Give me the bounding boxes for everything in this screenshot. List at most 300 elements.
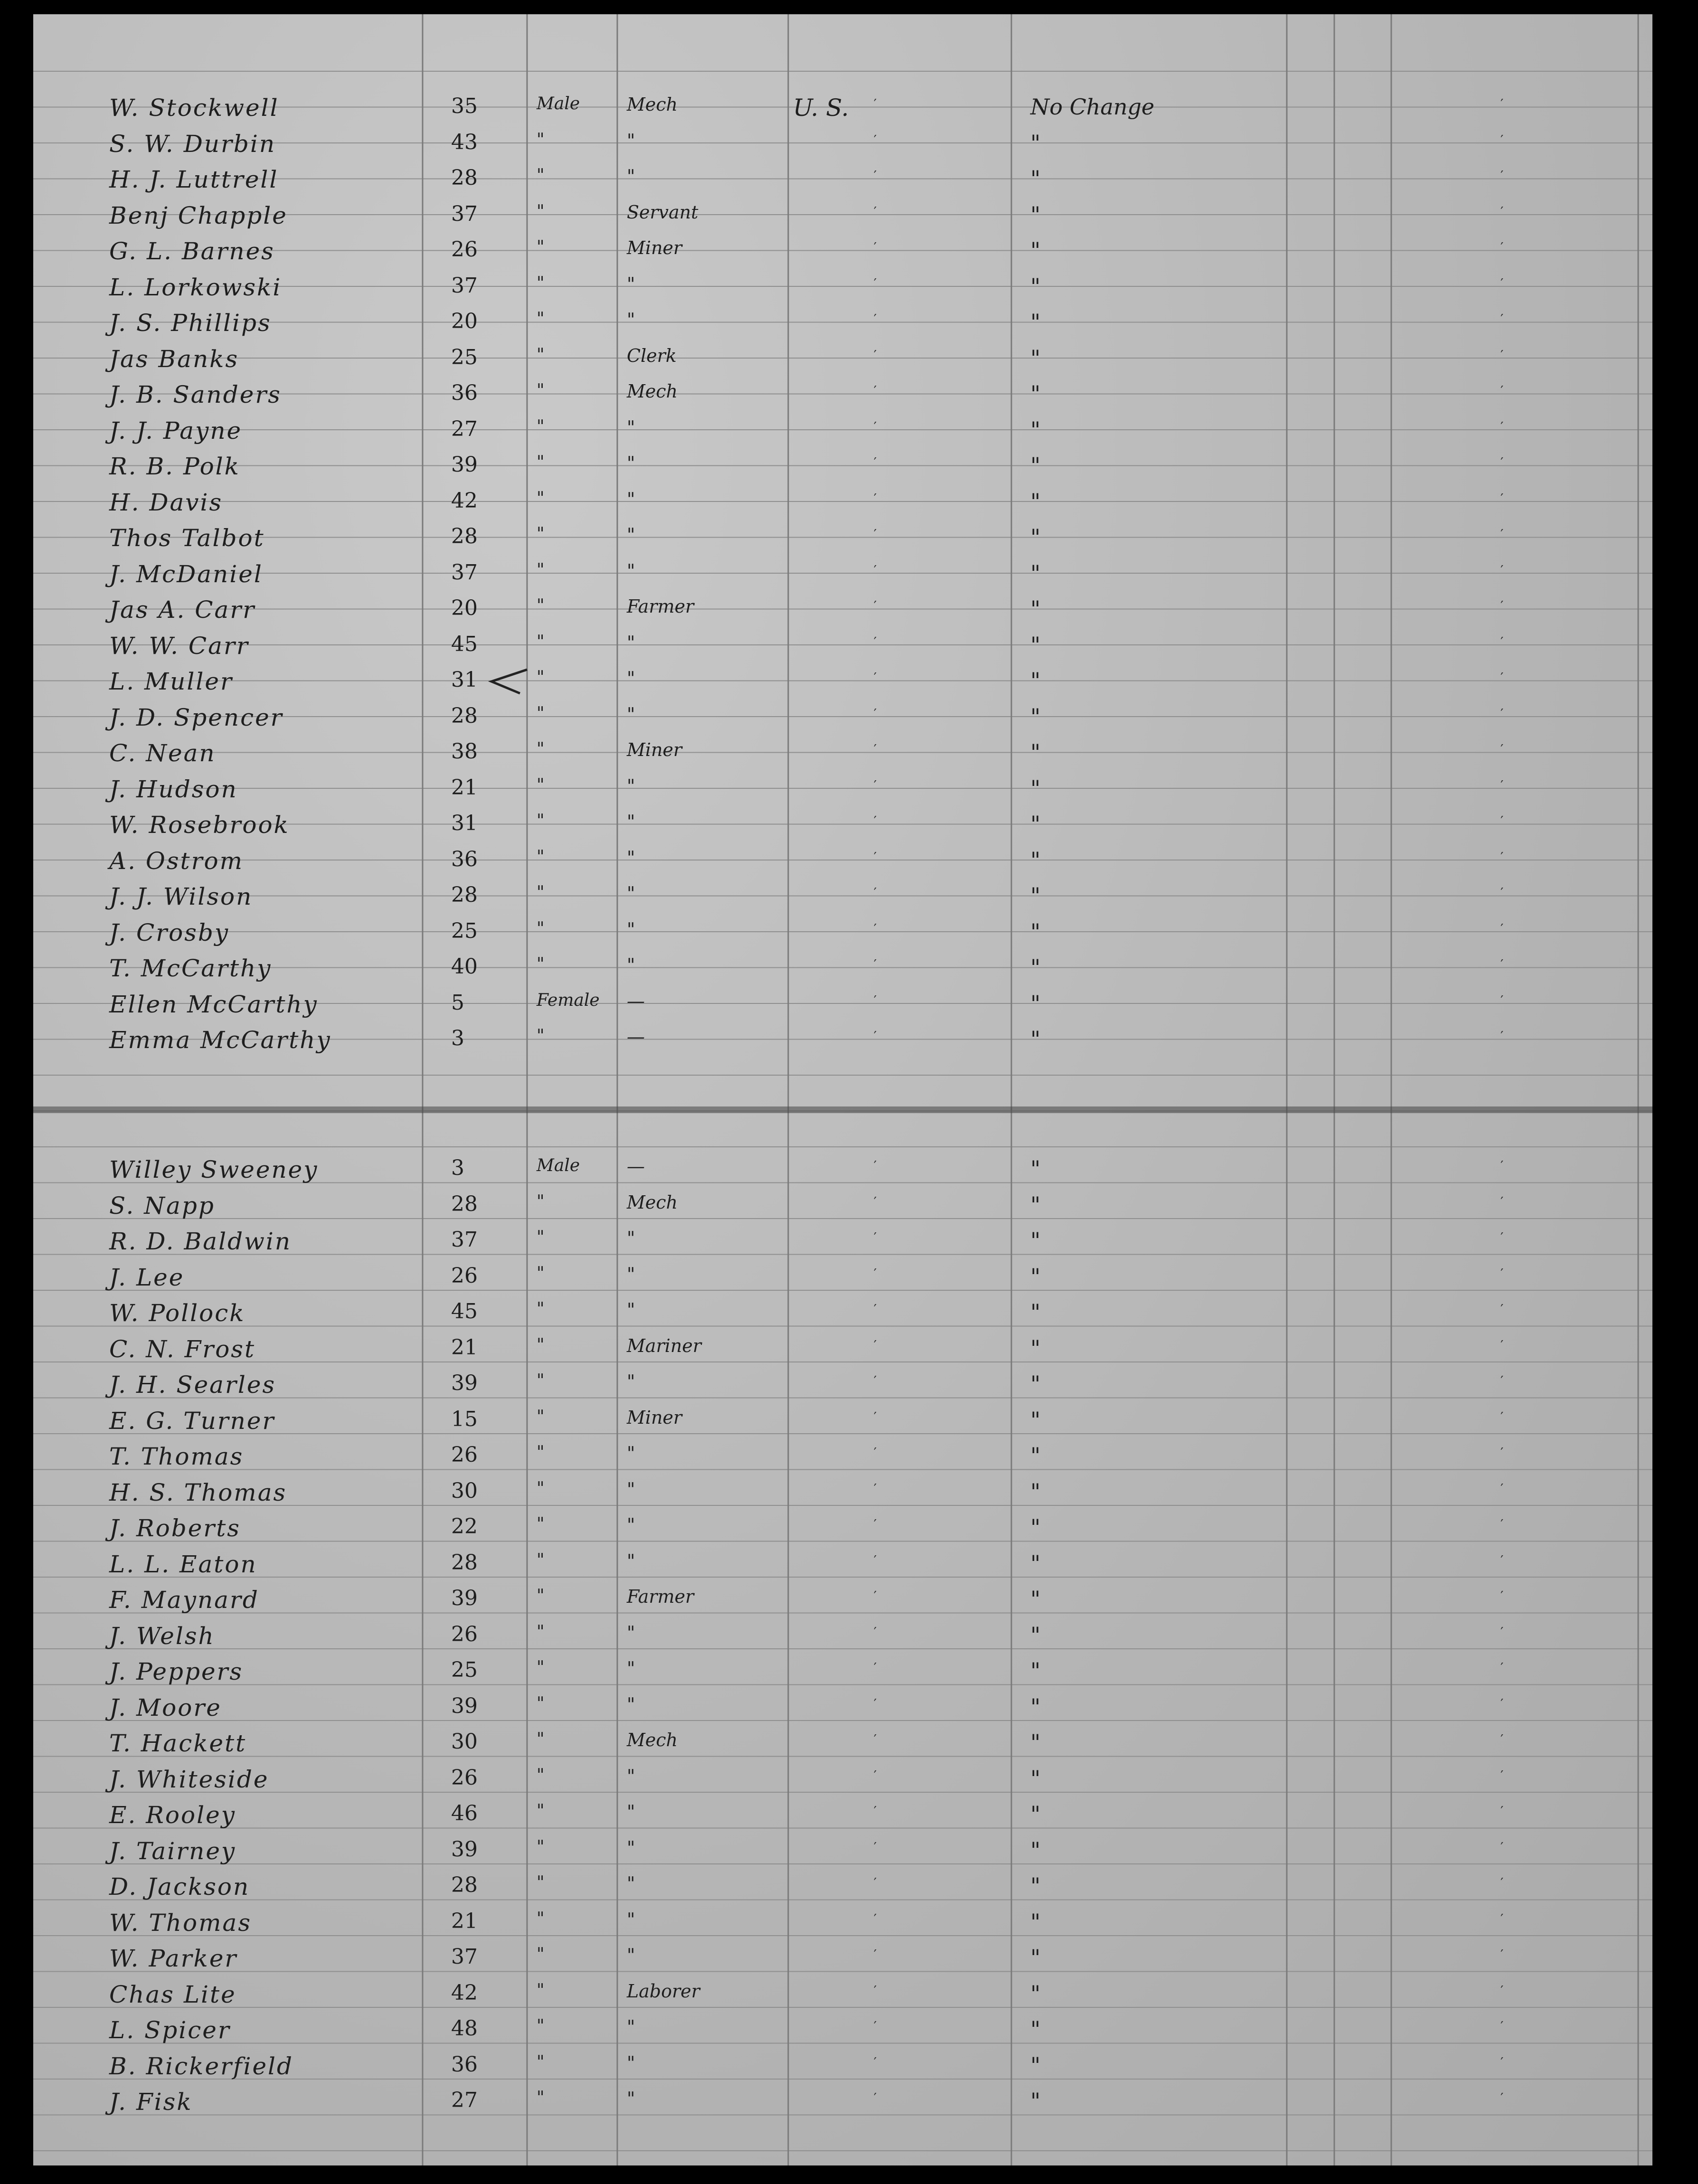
person-name: J. H. Searles xyxy=(109,1371,276,1399)
change-status: " xyxy=(1030,739,1041,765)
census-row xyxy=(33,166,1652,202)
tick-mark: ′ xyxy=(874,490,877,506)
sex: " xyxy=(537,1622,545,1642)
change-status: " xyxy=(1030,2088,1041,2114)
tick-mark: ′ xyxy=(874,1982,877,1998)
age: 27 xyxy=(451,2088,478,2112)
change-status: " xyxy=(1030,1156,1041,1182)
age: 38 xyxy=(451,739,478,764)
sex: Male xyxy=(537,94,580,113)
person-name: Jas A. Carr xyxy=(109,596,256,624)
age: 37 xyxy=(451,560,478,585)
occupation: Mech xyxy=(627,1730,678,1750)
tick-mark: ′ xyxy=(874,1695,877,1711)
person-name: J. J. Payne xyxy=(109,416,243,444)
person-name: Benj Chapple xyxy=(109,201,288,229)
person-name: J. McDaniel xyxy=(109,560,263,588)
person-name: H. S. Thomas xyxy=(109,1478,287,1506)
sex: " xyxy=(537,775,545,795)
page-fold xyxy=(33,1106,1652,1113)
change-status: " xyxy=(1030,1693,1041,1720)
change-status: " xyxy=(1030,166,1041,191)
census-row xyxy=(33,847,1652,883)
change-status: " xyxy=(1030,2052,1041,2078)
person-name: Ellen McCarthy xyxy=(109,990,318,1018)
change-status: " xyxy=(1030,847,1041,873)
occupation: " xyxy=(627,668,635,689)
change-status: " xyxy=(1030,1263,1041,1289)
person-name: L. Lorkowski xyxy=(109,273,282,301)
tick-mark: ′ xyxy=(874,132,877,148)
tick-mark: ′ xyxy=(1500,132,1504,148)
census-row xyxy=(33,1873,1652,1909)
age: 20 xyxy=(451,309,478,333)
person-name: W. Thomas xyxy=(109,1909,252,1937)
occupation: Mech xyxy=(627,94,678,115)
census-row xyxy=(33,1228,1652,1264)
age: 26 xyxy=(451,1765,478,1790)
tick-mark: ′ xyxy=(874,1767,877,1783)
tick-mark: ′ xyxy=(874,1731,877,1747)
tick-mark: ′ xyxy=(874,670,877,685)
sex: " xyxy=(537,453,545,472)
occupation: Miner xyxy=(627,1407,682,1428)
occupation: " xyxy=(627,703,635,725)
age: 28 xyxy=(451,524,478,548)
occupation: Farmer xyxy=(627,1586,694,1607)
occupation: " xyxy=(627,309,635,330)
tick-mark: ′ xyxy=(874,1660,877,1675)
tick-mark: ′ xyxy=(1500,633,1504,650)
tick-mark: ′ xyxy=(874,347,877,363)
census-row xyxy=(33,1981,1652,2017)
sex: " xyxy=(537,596,545,615)
person-name: A. Ostrom xyxy=(109,847,244,875)
person-name: L. Spicer xyxy=(109,2016,231,2044)
age: 28 xyxy=(451,166,478,190)
census-row xyxy=(33,739,1652,775)
sex: " xyxy=(537,1945,545,1964)
person-name: J. Fisk xyxy=(109,2088,193,2116)
tick-mark: ′ xyxy=(874,2018,877,2034)
age: 37 xyxy=(451,201,478,226)
change-status: " xyxy=(1030,1407,1041,1433)
person-name: J. Moore xyxy=(109,1693,222,1721)
person-name: C. Nean xyxy=(109,739,216,767)
tick-mark: ′ xyxy=(1500,347,1504,363)
tick-mark: ′ xyxy=(1500,1910,1504,1927)
occupation: " xyxy=(627,2016,635,2037)
person-name: T. McCarthy xyxy=(109,955,272,982)
census-row xyxy=(33,2088,1652,2124)
tick-mark: ′ xyxy=(1500,1947,1504,1962)
tick-mark: ′ xyxy=(1500,239,1504,255)
tick-mark: ′ xyxy=(1500,1875,1504,1891)
change-status: " xyxy=(1030,1730,1041,1755)
change-status: " xyxy=(1030,883,1041,908)
person-name: J. Welsh xyxy=(109,1622,215,1650)
occupation: Mech xyxy=(627,381,678,402)
sex: " xyxy=(537,883,545,902)
person-name: Willey Sweeney xyxy=(109,1156,319,1183)
sex: " xyxy=(537,201,545,221)
person-name: D. Jackson xyxy=(109,1873,250,1900)
change-status: " xyxy=(1030,237,1041,263)
sex: " xyxy=(537,560,545,580)
sex: " xyxy=(537,1730,545,1749)
census-row xyxy=(33,1192,1652,1228)
occupation: " xyxy=(627,166,635,187)
change-status: " xyxy=(1030,1622,1041,1648)
tick-mark: ′ xyxy=(1500,1193,1504,1210)
age: 40 xyxy=(451,955,478,979)
census-row xyxy=(33,704,1652,740)
tick-mark: ′ xyxy=(1500,1337,1504,1353)
tick-mark: ′ xyxy=(874,777,877,793)
age: 36 xyxy=(451,847,478,871)
change-status: " xyxy=(1030,1980,1041,2006)
occupation: " xyxy=(627,1478,635,1500)
sex: " xyxy=(537,1026,545,1046)
occupation: " xyxy=(627,632,635,653)
sex: " xyxy=(537,1443,545,1462)
tick-mark: ′ xyxy=(1500,1624,1504,1640)
occupation: — xyxy=(627,990,645,1012)
tick-mark: ′ xyxy=(1500,777,1504,793)
age: 21 xyxy=(451,1909,478,1933)
census-row xyxy=(33,955,1652,991)
occupation: " xyxy=(627,1693,635,1715)
person-name: J. D. Spencer xyxy=(109,703,283,731)
tick-mark: ′ xyxy=(1500,956,1504,972)
tick-mark: ′ xyxy=(1500,1373,1504,1389)
person-name: R. D. Baldwin xyxy=(109,1228,292,1255)
change-status: " xyxy=(1030,703,1041,729)
change-status: " xyxy=(1030,2016,1041,2042)
census-row xyxy=(33,632,1652,668)
age: 31 xyxy=(451,811,478,835)
census-row xyxy=(33,668,1652,704)
tick-mark: ′ xyxy=(1500,670,1504,685)
person-name: E. Rooley xyxy=(109,1801,236,1829)
change-status: " xyxy=(1030,990,1041,1016)
sex: " xyxy=(537,1514,545,1534)
census-row xyxy=(33,2052,1652,2089)
tick-mark: ′ xyxy=(1500,2054,1504,2070)
tick-mark: ′ xyxy=(1500,96,1504,112)
census-row xyxy=(33,202,1652,238)
change-status: " xyxy=(1030,1443,1041,1468)
tick-mark: ′ xyxy=(1500,1695,1504,1711)
tick-mark: ′ xyxy=(1500,203,1504,219)
sex: Female xyxy=(537,990,600,1010)
census-row xyxy=(33,345,1652,381)
tick-mark: ′ xyxy=(874,956,877,972)
census-row xyxy=(33,1026,1652,1062)
change-status: " xyxy=(1030,309,1041,335)
sex: " xyxy=(537,1658,545,1677)
tick-mark: ′ xyxy=(1500,1265,1504,1281)
age: 39 xyxy=(451,1371,478,1395)
change-status: " xyxy=(1030,560,1041,586)
tick-mark: ′ xyxy=(874,168,877,183)
age: 48 xyxy=(451,2016,478,2041)
sex: " xyxy=(537,2016,545,2036)
age: 46 xyxy=(451,1801,478,1825)
tick-mark: ′ xyxy=(874,1229,877,1245)
records-bottom-section xyxy=(33,1156,1652,2124)
person-name: B. Rickerfield xyxy=(109,2052,294,2080)
tick-mark: ′ xyxy=(874,1193,877,1210)
change-status: " xyxy=(1030,1228,1041,1253)
occupation: " xyxy=(627,1945,635,1966)
occupation: " xyxy=(627,1299,635,1320)
age: 25 xyxy=(451,1658,478,1682)
census-row xyxy=(33,883,1652,919)
change-status: " xyxy=(1030,668,1041,693)
sex: " xyxy=(537,166,545,185)
tick-mark: ′ xyxy=(874,1588,877,1604)
age: 37 xyxy=(451,1228,478,1252)
tick-mark: ′ xyxy=(874,1624,877,1640)
tick-mark: ′ xyxy=(874,383,877,398)
tick-mark: ′ xyxy=(1500,1445,1504,1460)
sex: " xyxy=(537,1980,545,2000)
tick-mark: ′ xyxy=(1500,920,1504,936)
tick-mark: ′ xyxy=(874,454,877,470)
change-status: " xyxy=(1030,1837,1041,1863)
tick-mark: ′ xyxy=(874,418,877,435)
nativity: U. S. xyxy=(793,94,849,122)
tick-mark: ′ xyxy=(874,2090,877,2106)
sex: " xyxy=(537,416,545,436)
change-status: " xyxy=(1030,1873,1041,1899)
sex: " xyxy=(537,1586,545,1606)
person-name: W. Pollock xyxy=(109,1299,245,1327)
occupation: " xyxy=(627,955,635,975)
census-row xyxy=(33,1622,1652,1658)
change-status: " xyxy=(1030,955,1041,980)
sex: " xyxy=(537,1407,545,1427)
change-status: " xyxy=(1030,775,1041,801)
census-row xyxy=(33,1658,1652,1694)
sex: " xyxy=(537,1299,545,1319)
person-name: Jas Banks xyxy=(109,345,239,373)
tick-mark: ′ xyxy=(1500,1409,1504,1425)
change-status: " xyxy=(1030,811,1041,837)
change-status: " xyxy=(1030,1026,1041,1052)
sex: " xyxy=(537,345,545,365)
census-row xyxy=(33,1514,1652,1551)
tick-mark: ′ xyxy=(874,1409,877,1425)
occupation: " xyxy=(627,2088,635,2109)
person-name: J. Crosby xyxy=(109,918,230,946)
tick-mark: ′ xyxy=(874,1480,877,1496)
tick-mark: ′ xyxy=(874,705,877,721)
person-name: Thos Talbot xyxy=(109,524,265,552)
tick-mark: ′ xyxy=(874,526,877,542)
census-row xyxy=(33,1694,1652,1730)
occupation: — xyxy=(627,1026,645,1047)
tick-mark: ′ xyxy=(874,1445,877,1460)
sex: " xyxy=(537,1335,545,1355)
census-row xyxy=(33,130,1652,166)
census-row xyxy=(33,1586,1652,1622)
change-status: " xyxy=(1030,1478,1041,1504)
tick-mark: ′ xyxy=(874,885,877,900)
tick-mark: ′ xyxy=(1500,1301,1504,1317)
tick-mark: ′ xyxy=(1500,1552,1504,1568)
tick-mark: ′ xyxy=(874,1158,877,1173)
sex: Male xyxy=(537,1156,580,1175)
tick-mark: ′ xyxy=(874,920,877,936)
age: 37 xyxy=(451,1945,478,1969)
tick-mark: ′ xyxy=(1500,311,1504,327)
person-name: J. J. Wilson xyxy=(109,883,253,910)
sex: " xyxy=(537,739,545,759)
sex: " xyxy=(537,2052,545,2072)
census-row xyxy=(33,489,1652,525)
tick-mark: ′ xyxy=(1500,1731,1504,1747)
census-row xyxy=(33,1371,1652,1407)
tick-mark: ′ xyxy=(874,813,877,829)
age: 28 xyxy=(451,703,478,728)
person-name: T. Hackett xyxy=(109,1730,247,1757)
age: 26 xyxy=(451,237,478,262)
tick-mark: ′ xyxy=(874,741,877,757)
sex: " xyxy=(537,1693,545,1713)
tick-mark: ′ xyxy=(1500,992,1504,1008)
tick-mark: ′ xyxy=(874,311,877,327)
sex: " xyxy=(537,668,545,687)
age: 35 xyxy=(451,94,478,118)
change-status: " xyxy=(1030,273,1041,299)
person-name: J. Hudson xyxy=(109,775,238,803)
age: 43 xyxy=(451,130,478,154)
occupation: " xyxy=(627,1228,635,1248)
sex: " xyxy=(537,524,545,544)
occupation: " xyxy=(627,1514,635,1535)
change-status: " xyxy=(1030,1299,1041,1325)
census-row xyxy=(33,417,1652,453)
tick-mark: ′ xyxy=(874,1947,877,1962)
census-row xyxy=(33,1945,1652,1981)
tick-mark: ′ xyxy=(874,1028,877,1044)
occupation: Mariner xyxy=(627,1335,702,1356)
change-status: " xyxy=(1030,381,1041,407)
tick-mark: ′ xyxy=(1500,1516,1504,1532)
tick-mark: ′ xyxy=(1500,849,1504,865)
change-status: " xyxy=(1030,201,1041,227)
tick-mark: ′ xyxy=(874,96,877,112)
tick-mark: ′ xyxy=(874,1552,877,1568)
occupation: " xyxy=(627,488,635,510)
occupation: " xyxy=(627,1765,635,1787)
age: 36 xyxy=(451,381,478,405)
change-status: " xyxy=(1030,1586,1041,1612)
census-row xyxy=(33,2016,1652,2052)
census-row xyxy=(33,237,1652,274)
tick-mark: ′ xyxy=(1500,1480,1504,1496)
occupation: Farmer xyxy=(627,596,694,617)
tick-mark: ′ xyxy=(1500,1660,1504,1675)
occupation: Servant xyxy=(627,201,698,223)
change-status: " xyxy=(1030,1801,1041,1827)
occupation: " xyxy=(627,273,635,294)
person-name: G. L. Barnes xyxy=(109,237,275,265)
tick-mark: ′ xyxy=(874,1803,877,1819)
age: 21 xyxy=(451,775,478,800)
tick-mark: ′ xyxy=(1500,1229,1504,1245)
census-row xyxy=(33,381,1652,417)
census-row xyxy=(33,524,1652,560)
age: 26 xyxy=(451,1263,478,1288)
occupation: " xyxy=(627,1801,635,1822)
occupation: " xyxy=(627,811,635,832)
sex: " xyxy=(537,1837,545,1857)
tick-mark: ′ xyxy=(1500,383,1504,398)
occupation: " xyxy=(627,130,635,151)
sex: " xyxy=(537,1765,545,1785)
census-row xyxy=(33,453,1652,489)
sex: " xyxy=(537,1371,545,1390)
age: 25 xyxy=(451,918,478,943)
tick-mark: ′ xyxy=(874,1337,877,1353)
occupation: " xyxy=(627,560,635,581)
sex: " xyxy=(537,488,545,508)
age: 39 xyxy=(451,1586,478,1610)
age: 28 xyxy=(451,883,478,907)
age: 30 xyxy=(451,1730,478,1754)
census-row xyxy=(33,1730,1652,1766)
census-row xyxy=(33,811,1652,847)
tick-mark: ′ xyxy=(874,1265,877,1281)
person-name: T. Thomas xyxy=(109,1443,244,1470)
person-name: J. Whiteside xyxy=(109,1765,269,1793)
age: 31 xyxy=(451,668,478,692)
person-name: H. J. Luttrell xyxy=(109,166,279,193)
change-status: " xyxy=(1030,918,1041,945)
age: 3 xyxy=(451,1026,464,1050)
census-page xyxy=(33,14,1652,2165)
person-name: H. Davis xyxy=(109,488,223,516)
tick-mark: ′ xyxy=(1500,275,1504,291)
tick-mark: ′ xyxy=(1500,1588,1504,1604)
sex: " xyxy=(537,1228,545,1247)
tick-mark: ′ xyxy=(874,2054,877,2070)
person-name: F. Maynard xyxy=(109,1586,259,1614)
tick-mark: ′ xyxy=(1500,1028,1504,1044)
tick-mark: ′ xyxy=(1500,813,1504,829)
change-status: " xyxy=(1030,1371,1041,1397)
sex: " xyxy=(537,2088,545,2108)
census-row xyxy=(33,991,1652,1027)
occupation: — xyxy=(627,1156,645,1177)
person-name: W. Rosebrook xyxy=(109,811,290,839)
census-row xyxy=(33,1156,1652,1192)
census-row xyxy=(33,1479,1652,1515)
change-status: " xyxy=(1030,1191,1041,1218)
tick-mark: ′ xyxy=(1500,2090,1504,2106)
census-row xyxy=(33,274,1652,310)
census-row xyxy=(33,919,1652,955)
tick-mark: ′ xyxy=(1500,1982,1504,1998)
occupation: " xyxy=(627,1443,635,1464)
person-name: E. G. Turner xyxy=(109,1407,275,1435)
change-status: " xyxy=(1030,130,1041,156)
tick-mark: ′ xyxy=(874,1875,877,1891)
occupation: " xyxy=(627,918,635,940)
